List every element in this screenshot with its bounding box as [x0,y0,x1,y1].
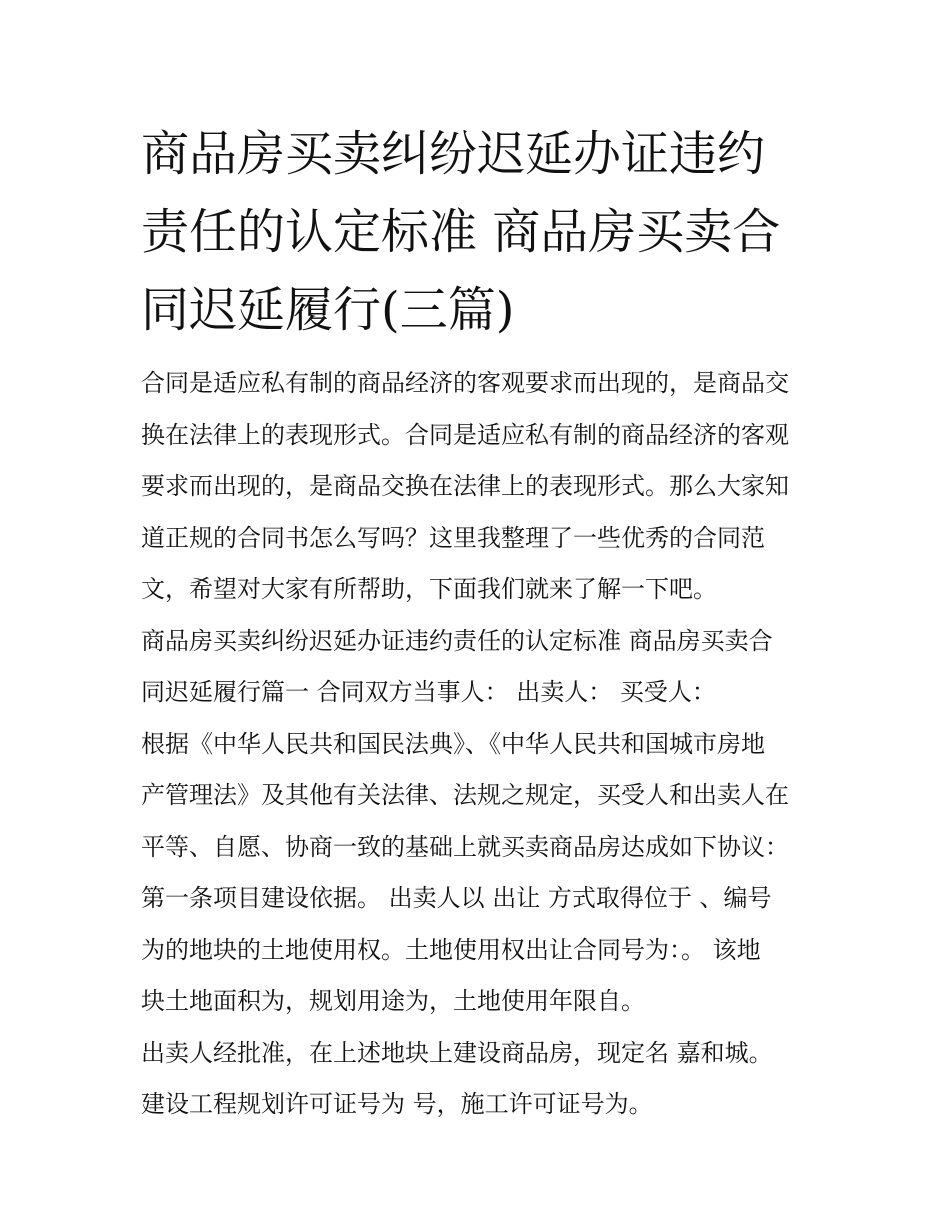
body-line: 合同是适应私有制的商品经济的客观要求而出现的，是商品交 [141,369,789,397]
body-line: 文，希望对大家有所帮助，下面我们就来了解一下吧。 [141,575,717,603]
body-line: 块土地面积为，规划用途为，土地使用年限自。 [141,987,645,1015]
body-line: 要求而出现的，是商品交换在法律上的表现形式。那么大家知 [141,472,789,500]
body-line: 为的地块的土地使用权。土地使用权出让合同号为：。 该地 [141,935,761,964]
body-line: 道正规的合同书怎么写吗？这里我整理了一些优秀的合同范 [141,523,765,552]
body-line: 换在法律上的表现形式。合同是适应私有制的商品经济的客观 [141,420,789,449]
document-title [141,115,821,349]
body-line: 根据《中华人民共和国民法典》、《中华人民共和国城市房地 [141,729,765,758]
title-line-1: 商品房买卖纠纷迟延办证违约 [141,126,766,182]
body-line: 同迟延履行篇一 合同双方当事人： 出卖人： 买受人： [141,678,716,706]
title-line-3: 同迟延履行(三篇) [141,282,515,338]
title-line-2: 责任的认定标准 商品房买卖合 [141,204,781,260]
body-line: 第一条项目建设依据。 出卖人以 出让 方式取得位于 、编号 [141,884,772,912]
document-body [141,358,821,1131]
body-line: 商品房买卖纠纷迟延办证违约责任的认定标准 商品房买卖合 [141,626,773,655]
body-line: 出卖人经批准，在上述地块上建设商品房，现定名 嘉和城。 [141,1038,773,1067]
body-line: 建设工程规划许可证号为 号，施工许可证号为。 [141,1090,653,1118]
body-line: 产管理法》及其他有关法律、法规之规定，买受人和出卖人在 [141,781,789,809]
body-line: 平等、自愿、协商一致的基础上就买卖商品房达成如下协议： [141,832,789,861]
